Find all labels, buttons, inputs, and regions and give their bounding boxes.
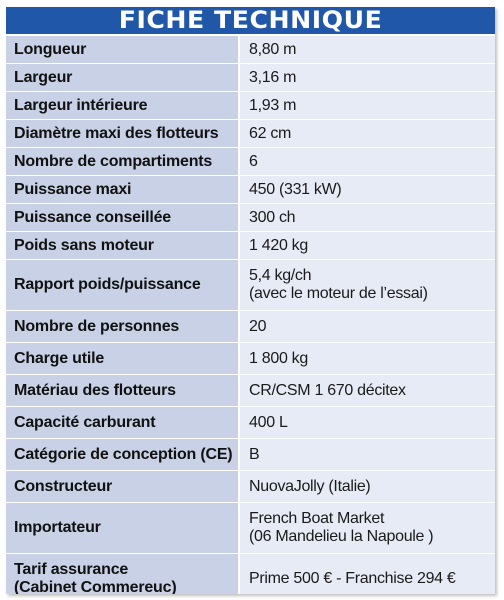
spec-row-longueur	[6, 36, 495, 64]
spec-row-personnes	[6, 311, 495, 343]
spec-value-line2: (avec le moteur de l’essai)	[249, 285, 428, 302]
spec-label	[6, 554, 240, 594]
spec-label: Nombre de compartiments	[6, 148, 240, 175]
spec-row-importateur	[6, 503, 495, 554]
spec-row-charge	[6, 343, 495, 375]
spec-label-line1: Tarif assurance	[14, 561, 129, 578]
spec-label: Constructeur	[6, 471, 240, 502]
spec-value: 3,16 m	[240, 64, 495, 91]
spec-row-constructeur	[6, 471, 495, 503]
spec-label-line2: (Cabinet Commereuc)	[14, 579, 177, 594]
spec-value: NuovaJolly (Italie)	[240, 471, 495, 502]
spec-value: Prime 500 € - Franchise 294 €	[240, 554, 495, 594]
spec-label: Nombre de personnes	[6, 311, 240, 342]
spec-value: 400 L	[240, 407, 495, 438]
spec-value	[240, 503, 495, 553]
spec-label: Rapport poids/puissance	[6, 260, 240, 310]
spec-label: Puissance maxi	[6, 176, 240, 203]
spec-value: B	[240, 439, 495, 470]
spec-label: Longueur	[6, 36, 240, 63]
spec-label: Capacité carburant	[6, 407, 240, 438]
spec-label: Importateur	[6, 503, 240, 553]
spec-value-line1: 5,4 kg/ch	[249, 267, 312, 284]
spec-row-carburant	[6, 407, 495, 439]
spec-value: 300 ch	[240, 204, 495, 231]
spec-label: Poids sans moteur	[6, 232, 240, 259]
spec-label: Matériau des flotteurs	[6, 375, 240, 406]
spec-value: 62 cm	[240, 120, 495, 147]
spec-row-categorie	[6, 439, 495, 471]
header-bar	[6, 7, 495, 36]
spec-row-largeur-interieure	[6, 92, 495, 120]
spec-label: Largeur intérieure	[6, 92, 240, 119]
spec-value: 1,93 m	[240, 92, 495, 119]
spec-row-rapport	[6, 260, 495, 311]
spec-value: 450 (331 kW)	[240, 176, 495, 203]
spec-row-poids	[6, 232, 495, 260]
spec-row-puissance-maxi	[6, 176, 495, 204]
spec-value	[240, 260, 495, 310]
spec-label: Largeur	[6, 64, 240, 91]
spec-label: Puissance conseillée	[6, 204, 240, 231]
spec-row-materiau	[6, 375, 495, 407]
spec-value: 8,80 m	[240, 36, 495, 63]
spec-label: Charge utile	[6, 343, 240, 374]
spec-label: Diamètre maxi des flotteurs	[6, 120, 240, 147]
spec-value-line2: (06 Mandelieu la Napoule )	[249, 528, 434, 545]
spec-row-compartiments	[6, 148, 495, 176]
spec-row-largeur	[6, 64, 495, 92]
spec-value-line1: French Boat Market	[249, 510, 385, 527]
spec-row-tarif	[6, 554, 495, 594]
sheet-title: FICHE TECHNIQUE	[118, 7, 383, 34]
spec-value: 20	[240, 311, 495, 342]
spec-row-diametre	[6, 120, 495, 148]
spec-table	[6, 36, 495, 594]
spec-value: 1 420 kg	[240, 232, 495, 259]
spec-value: 6	[240, 148, 495, 175]
spec-row-puissance-conseillee	[6, 204, 495, 232]
spec-value: CR/CSM 1 670 décitex	[240, 375, 495, 406]
spec-label: Catégorie de conception (CE)	[6, 439, 240, 470]
spec-value: 1 800 kg	[240, 343, 495, 374]
spec-sheet	[6, 7, 495, 594]
